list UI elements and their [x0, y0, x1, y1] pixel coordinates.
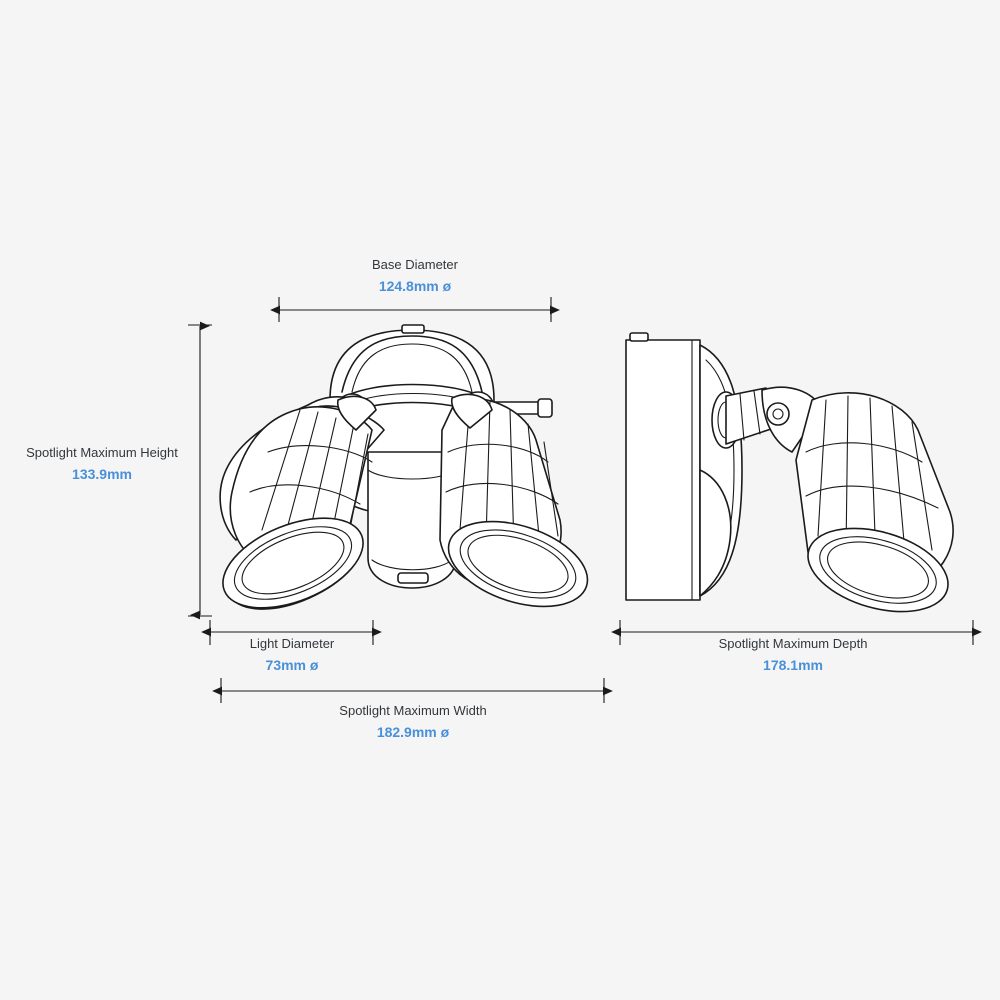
base-diameter-title: Base Diameter — [372, 257, 458, 272]
light-diameter-label — [192, 635, 392, 674]
spotlight-maximum-width-value: 182.9mm ø — [376, 723, 450, 740]
spotlight-maximum-depth-value: 178.1mm — [763, 656, 823, 673]
base-diameter-dimension — [279, 297, 551, 322]
light-diameter-value: 73mm ø — [265, 656, 319, 673]
spotlight-maximum-height-value: 133.9mm — [72, 465, 132, 482]
spotlight-maximum-width-dimension — [221, 678, 604, 703]
spotlight-maximum-width-title: Spotlight Maximum Width — [339, 703, 487, 718]
base-diameter-value: 124.8mm ø — [378, 277, 452, 294]
spotlight-maximum-height-label — [12, 444, 192, 483]
spotlight-maximum-height-title: Spotlight Maximum Height — [26, 445, 178, 460]
light-diameter-title: Light Diameter — [249, 636, 335, 651]
base-diameter-label — [315, 256, 515, 295]
spotlight-maximum-depth-title: Spotlight Maximum Depth — [718, 636, 868, 651]
spotlight-maximum-width-label — [288, 702, 538, 741]
spotlight-maximum-depth-label — [668, 635, 918, 674]
